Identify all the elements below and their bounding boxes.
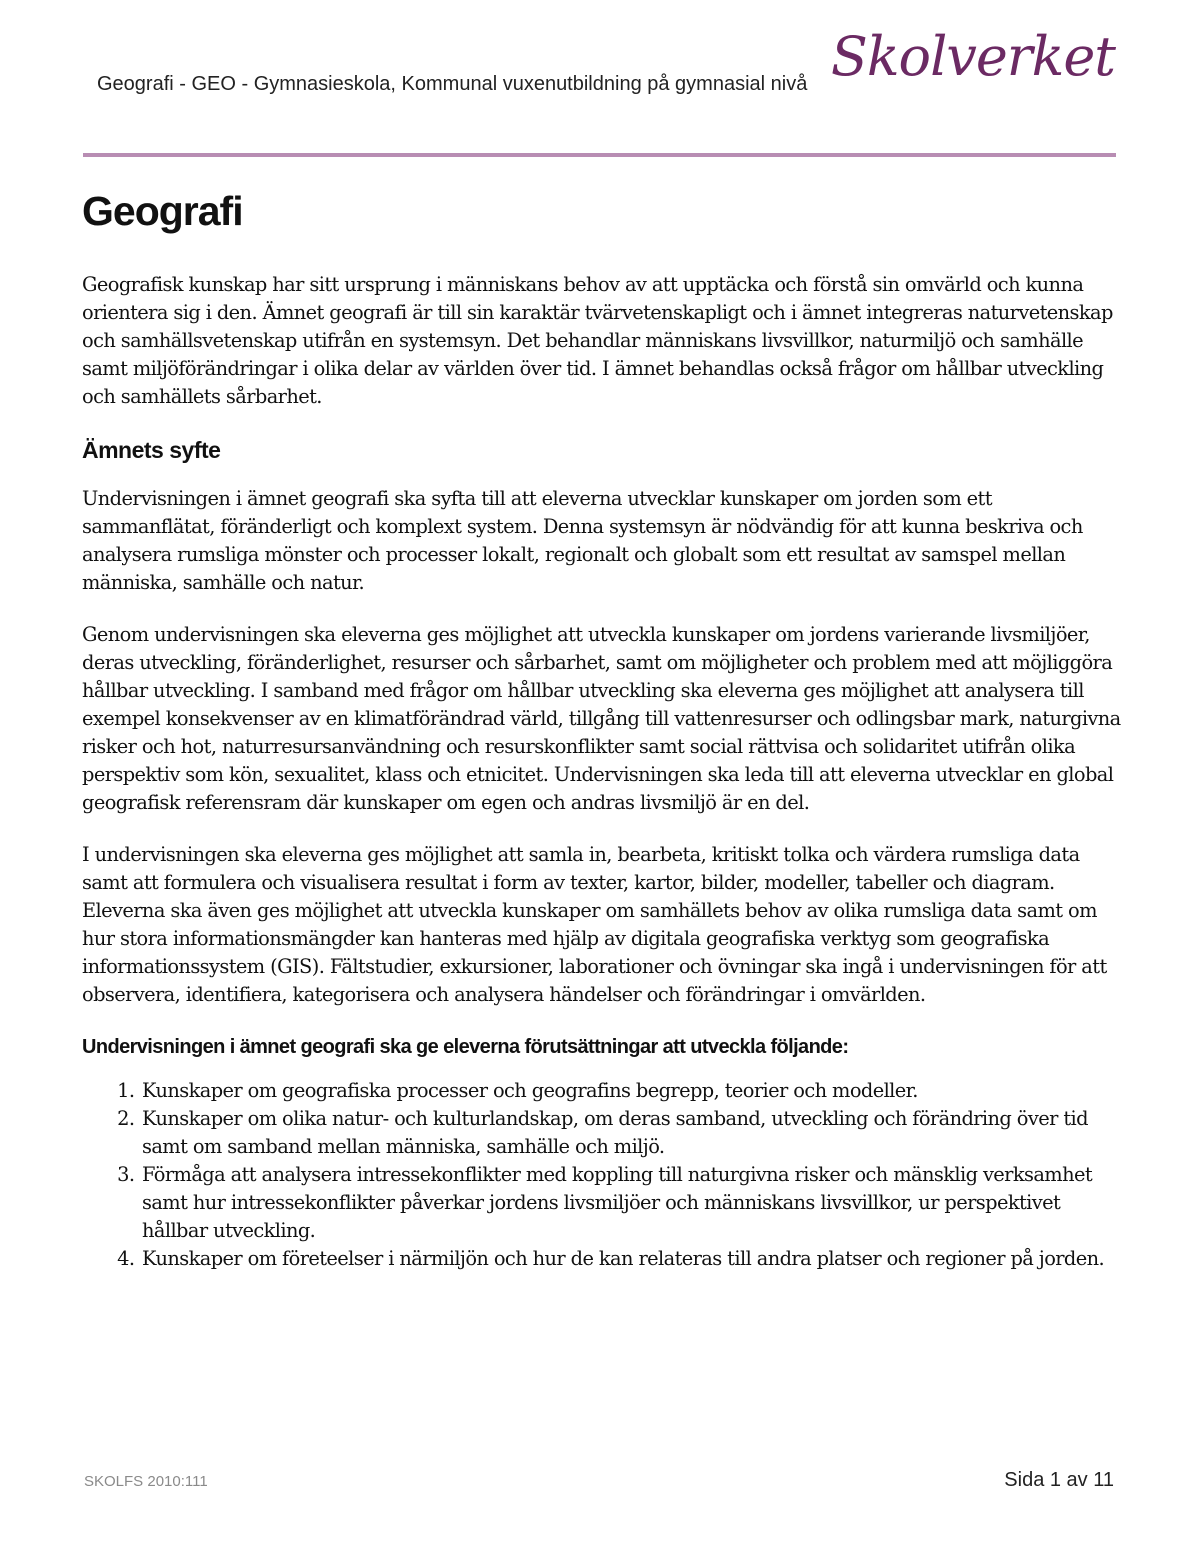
body-paragraph: I undervisningen ska eleverna ges möjlighet att samla in, bearbeta, kritiskt tolka och värdera rumsliga data samt att formulera och visualisera resultat i form av texter, kartor, bilder, modeller, tabeller och diagram. Eleverna ska även ges möjlighet att utveckla kunskaper om samhällets behov av olika rumsliga data samt om hur stora informationsmängder kan hanteras med hjälp av digitala geografiska verktyg som geografiska informationssystem (GIS). Fältstudier, exkursioner, laborationer och övningar ska ingå i undervisningen för att observera, identifiera, kategorisera och analysera händelser och förändringar i omvärlden.	[82, 843, 1107, 1006]
list-item: 4. Kunskaper om företeelser i närmiljön och hur de kan relateras till andra platser och regioner på jorden.	[140, 1245, 1122, 1273]
list-item: 3. Förmåga att analysera intressekonflikter med koppling till naturgivna risker och mänsklig verksamhet samt hur intressekonflikter påverkar jordens livsmiljöer och människans livsvillkor, ur perspektivet hållbar utveckling.	[140, 1161, 1122, 1245]
intro-paragraph: Geografisk kunskap har sitt ursprung i människans behov av att upptäcka och förstå sin omvärld och kunna orientera sig i den. Ämnet geografi är till sin karaktär tvärvetenskapligt och i ämnet integreras naturvetenskap och samhällsvetenskap utifrån en systemsyn. Det behandlar människans livsvillkor, naturmiljö och samhälle samt miljöförändringar i olika delar av världen över tid. I ämnet behandlas också frågor om hållbar utveckling och samhällets sårbarhet.	[82, 273, 1113, 408]
list-item: 1. Kunskaper om geografiska processer och geografins begrepp, teorier och modeller.	[140, 1077, 1122, 1105]
list-lead: Undervisningen i ämnet geografi ska ge eleverna förutsättningar att utveckla följande:	[82, 1036, 849, 1058]
document-header-subject: Geografi - GEO - Gymnasieskola, Kommunal vuxenutbildning på gymnasial nivå	[97, 73, 808, 95]
document-code: SKOLFS 2010:111	[84, 1473, 208, 1490]
body-paragraph: Undervisningen i ämnet geografi ska syfta till att eleverna utvecklar kunskaper om jorden som ett sammanflätat, föränderligt och komplext system. Denna systemsyn är nödvändig för att kunna beskriva och analysera rumsliga mönster och processer lokalt, regionalt och globalt som ett resultat av samspel mellan människa, samhälle och natur.	[82, 487, 1083, 594]
header-divider	[83, 153, 1116, 157]
skolverket-logo: Skolverket	[830, 25, 1115, 88]
page-title: Geografi	[82, 188, 243, 234]
list-item: 2. Kunskaper om olika natur- och kulturlandskap, om deras samband, utveckling och förändring över tid samt om samband mellan människa, samhälle och miljö.	[140, 1105, 1122, 1161]
page-number: Sida 1 av 11	[1004, 1469, 1114, 1491]
goals-list	[82, 1077, 1122, 1273]
main-content	[82, 185, 1122, 1273]
body-paragraph: Genom undervisningen ska eleverna ges möjlighet att utveckla kunskaper om jordens varierande livsmiljöer, deras utveckling, föränderlighet, resurser och sårbarhet, samt om möjligheter och problem med att möjliggöra hållbar utveckling. I samband med frågor om hållbar utveckling ska eleverna ges möjlighet att analysera till exempel konsekvenser av en klimatförändrad värld, tillgång till vattenresurser och odlingsbar mark, naturgivna risker och hot, naturresursanvändning och resurskonflikter samt social rättvisa och solidaritet utifrån olika perspektiv som kön, sexualitet, klass och etnicitet. Undervisningen ska leda till att eleverna utvecklar en global geografisk referensram där kunskaper om egen och andras livsmiljö är en del.	[82, 623, 1121, 814]
section-heading-syfte: Ämnets syfte	[82, 437, 221, 463]
